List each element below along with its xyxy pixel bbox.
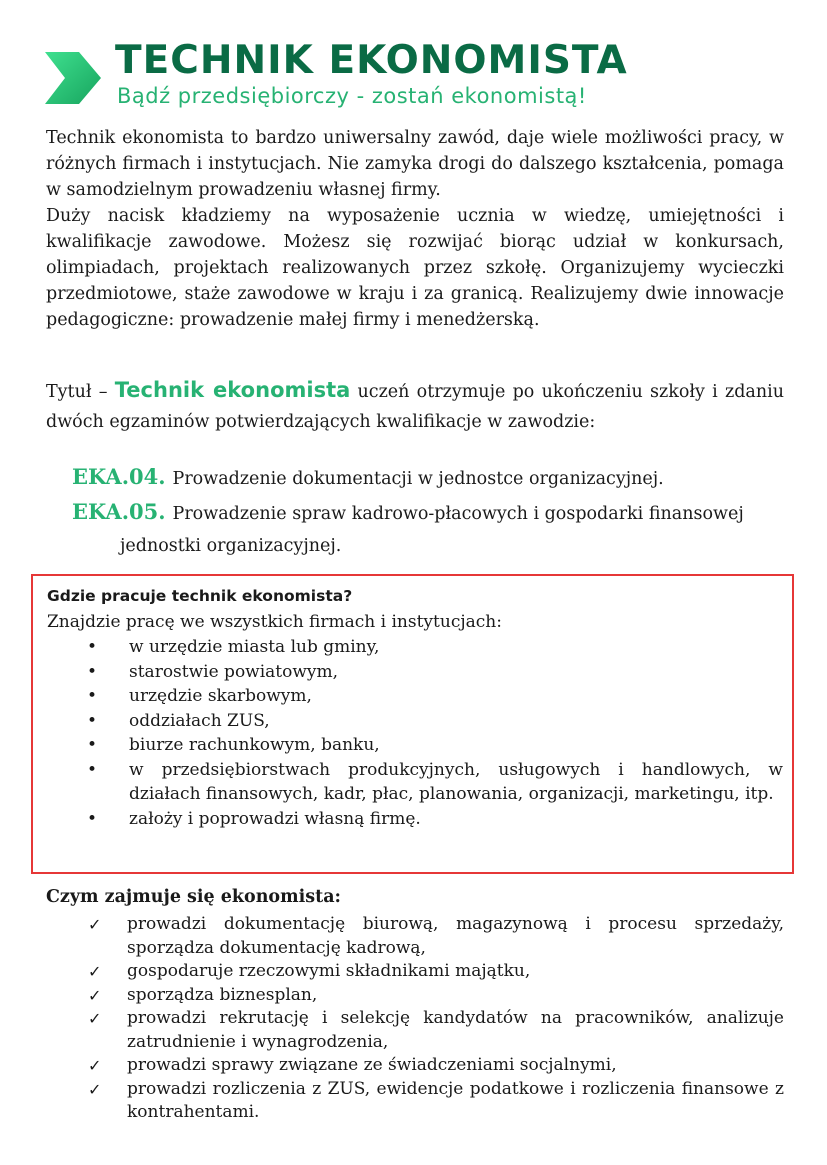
duties-heading: Czym zajmuje się ekonomista:	[46, 887, 342, 907]
qualification-item	[72, 462, 784, 494]
duty-text: prowadzi rozliczenia z ZUS, ewidencje podatkowe i rozliczenia finansowe z kontrahentami.	[127, 1078, 784, 1122]
qualification-item	[72, 497, 784, 529]
page-subtitle: Bądź przedsiębiorczy - zostań ekonomistą!	[117, 84, 587, 108]
list-item	[85, 709, 783, 734]
intro-paragraph-1: Technik ekonomista to bardzo uniwersalny zawód, daje wiele możliwości pracy, w różnych firmach i instytucjach. Nie zamyka drogi do dalszego kształcenia, pomaga w samodzielnym prowadzeniu własnej firmy.	[46, 128, 784, 200]
list-item	[88, 984, 784, 1008]
checkmark-icon: ✓	[88, 1056, 102, 1075]
duty-text: prowadzi sprawy związane ze świadczeniami socjalnymi,	[127, 1055, 617, 1075]
bullet-icon: •	[87, 710, 98, 731]
checkmark-icon: ✓	[88, 915, 102, 934]
bullet-icon: •	[87, 686, 98, 706]
list-item	[85, 807, 783, 832]
list-item	[85, 660, 783, 685]
list-item	[85, 635, 783, 660]
checkmark-icon: ✓	[88, 1009, 102, 1028]
workplace-text: w urzędzie miasta lub gminy,	[129, 637, 380, 657]
workplace-text: w przedsiębiorstwach produkcyjnych, usługowych i handlowych, w działach finansowych, kadr, płac, planowania, organizacji, marketingu, itp.	[129, 759, 783, 804]
workplaces-heading: Gdzie pracuje technik ekonomista?	[47, 587, 353, 605]
list-item	[88, 913, 784, 960]
list-item	[88, 1078, 784, 1125]
title-suffix: uczeń otrzymuje po ukończeniu szkoły i zdaniu dwóch egzaminów potwierdzających kwalifikacje w zawodzie:	[46, 382, 784, 432]
intro-section	[46, 125, 784, 333]
list-item	[85, 758, 783, 807]
bullet-icon: •	[87, 637, 98, 657]
workplace-text: oddziałach ZUS,	[129, 710, 270, 731]
workplaces-intro: Znajdzie pracę we wszystkich firmach i instytucjach:	[47, 612, 502, 632]
list-item	[88, 960, 784, 984]
duties-list	[88, 913, 784, 1125]
duty-text: sporządza biznesplan,	[127, 984, 318, 1005]
bullet-icon: •	[87, 808, 98, 829]
bullet-icon: •	[87, 661, 98, 682]
qualification-desc: Prowadzenie spraw kadrowo-płacowych i gospodarki finansowej	[172, 504, 744, 524]
qualification-desc-continued: jednostki organizacyjnej.	[120, 536, 342, 556]
qualifications-list	[72, 462, 784, 560]
list-item	[88, 1007, 784, 1054]
duty-text: gospodaruje rzeczowymi składnikami majątku,	[127, 961, 531, 981]
green-chevron-icon	[45, 52, 101, 104]
qualification-code: EKA.04.	[72, 464, 166, 489]
title-prefix: Tytuł –	[46, 382, 115, 402]
qualification-code: EKA.05.	[72, 499, 166, 524]
page-title: TECHNIK EKONOMISTA	[115, 38, 628, 83]
list-item	[85, 684, 783, 709]
duty-text: prowadzi rekrutację i selekcję kandydatów na pracowników, analizuje zatrudnienie i wynagrodzenia,	[127, 1008, 784, 1052]
checkmark-icon: ✓	[88, 985, 102, 1005]
title-highlight: Technik ekonomista	[114, 378, 351, 402]
checkmark-icon: ✓	[88, 1079, 102, 1099]
bullet-icon: •	[87, 759, 98, 780]
bullet-icon: •	[87, 735, 98, 755]
workplace-text: biurze rachunkowym, banku,	[129, 735, 380, 755]
workplaces-box	[31, 574, 794, 874]
list-item	[85, 733, 783, 758]
workplaces-list	[85, 635, 783, 831]
qualification-desc: Prowadzenie dokumentacji w jednostce organizacyjnej.	[172, 469, 664, 489]
workplace-text: urzędzie skarbowym,	[129, 686, 312, 706]
header	[45, 38, 785, 110]
duty-text: prowadzi dokumentację biurową, magazynową i procesu sprzedaży, sporządza dokumentację kadrową,	[127, 914, 784, 958]
title-paragraph	[46, 375, 784, 437]
intro-paragraph-2: Duży nacisk kładziemy na wyposażenie ucznia w wiedzę, umiejętności i kwalifikacje zawodowe. Możesz się rozwijać biorąc udział w konkursach, olimpiadach, projektach realizowanych przez szkołę. Organizujemy wycieczki przedmiotowe, staże zawodowe w kraju i za granicą. Realizujemy dwie innowacje pedagogiczne: prowadzenie małej firmy i menedżerską.	[46, 206, 784, 330]
workplace-text: założy i poprowadzi własną firmę.	[129, 808, 421, 829]
workplace-text: starostwie powiatowym,	[129, 661, 339, 682]
list-item	[88, 1054, 784, 1078]
checkmark-icon: ✓	[88, 962, 102, 981]
